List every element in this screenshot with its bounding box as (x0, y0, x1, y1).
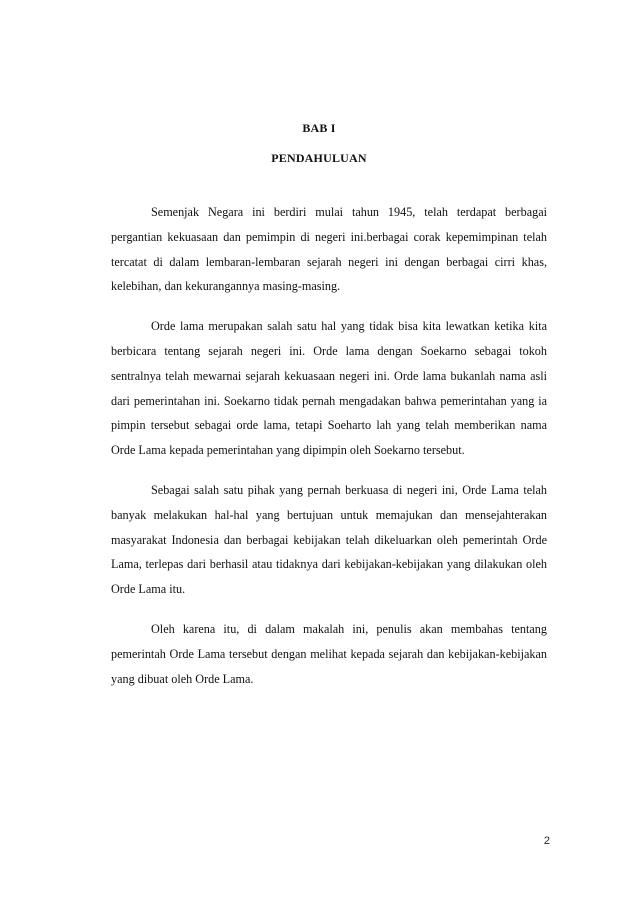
body-text (111, 200, 547, 706)
chapter-number: BAB I (302, 121, 336, 135)
chapter-title: PENDAHULUAN (271, 151, 367, 165)
paragraph-3: Sebagai salah satu pihak yang pernah berkuasa di negeri ini, Orde Lama telah banyak melakukan hal-hal yang bertujuan untuk memajukan dan mensejahterakan masyarakat Indonesia dan berbagai kebijakan telah dikeluarkan oleh pemerintah Orde Lama, terlepas dari berhasil atau tidaknya dari kebijakan-kebijakan yang dilakukan oleh Orde Lama itu. (111, 482, 547, 597)
paragraph-2: Orde lama merupakan salah satu hal yang tidak bisa kita lewatkan ketika kita berbicara tentang sejarah negeri ini. Orde lama dengan Soekarno sebagai tokoh sentralnya telah mewarnai sejarah kekuasaan negeri ini. Orde lama bukanlah nama asli dari pemerintahan ini. Soekarno tidak pernah mengadakan bahwa pemerintahan yang ia pimpin tersebut sebagai orde lama, tetapi Soeharto lah yang telah memberikan nama Orde Lama kepada pemerintahan yang dipimpin oleh Soekarno tersebut. (111, 319, 547, 458)
page-number: 2 (543, 835, 550, 847)
paragraph-4: Oleh karena itu, di dalam makalah ini, penulis akan membahas tentang pemerintah Orde Lama tersebut dengan melihat kepada sejarah dan kebijakan-kebijakan yang dibuat oleh Orde Lama. (111, 621, 547, 686)
paragraph-1: Semenjak Negara ini berdiri mulai tahun 1945, telah terdapat berbagai pergantian kekuasaan dan pemimpin di negeri ini.berbagai corak kepemimpinan telah tercatat di dalam lembaran-lembaran sejarah negeri ini dengan berbagai cirri khas, kelebihan, dan kekurangannya masing-masing. (111, 205, 547, 294)
